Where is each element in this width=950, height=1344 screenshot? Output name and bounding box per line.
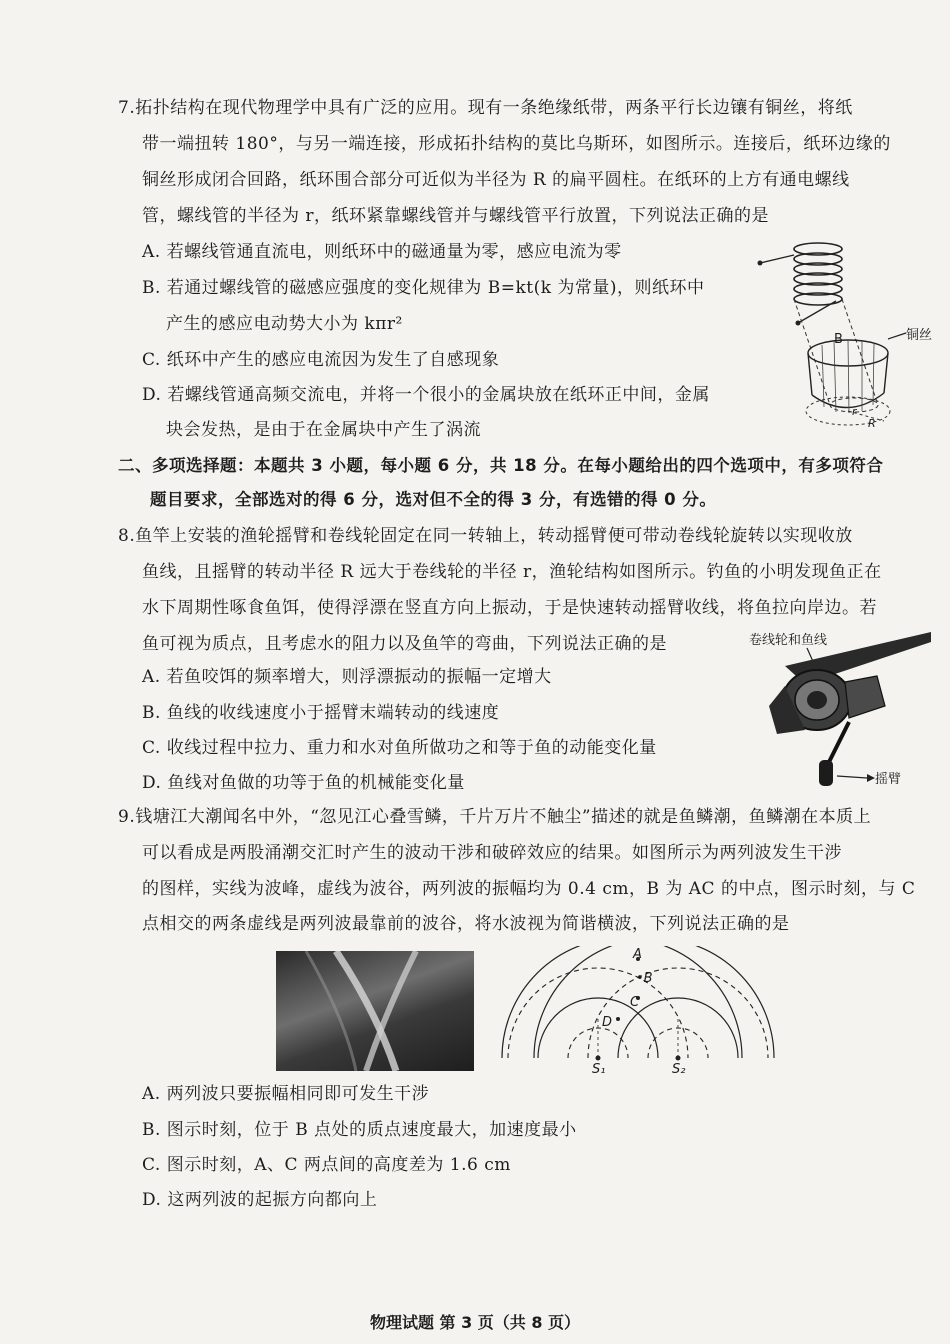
q7-option-d-cont: 块会发热，是由于在金属块中产生了涡流 xyxy=(166,420,481,440)
section-2-line-1: 二、多项选择题：本题共 3 小题，每小题 6 分，共 18 分。在每小题给出的四个选项中，有多项符合 xyxy=(118,456,884,475)
q7-option-d: D. 若螺线管通高频交流电，并将一个很小的金属块放在纸环正中间，金属 xyxy=(142,385,710,405)
fig9-label-b: •B xyxy=(636,971,653,986)
fig7-label-b: B xyxy=(834,332,843,347)
q8-stem-line-2: 鱼线，且摇臂的转动半径 R 远大于卷线轮的半径 r，渔轮结构如图所示。钓鱼的小明发现鱼正在 xyxy=(142,562,882,582)
q7-stem-line-1: 7.拓扑结构在现代物理学中具有广泛的应用。现有一条绝缘纸带，两条平行长边镶有铜丝，将纸 xyxy=(118,98,853,118)
q7-option-c: C. 纸环中产生的感应电流因为发生了自感现象 xyxy=(142,350,500,370)
q9-stem-line-2: 可以看成是两股涌潮交汇时产生的波动干涉和破碎效应的结果。如图所示为两列波发生干涉 xyxy=(142,843,842,863)
q7-stem-line-2: 带一端扭转 180°，与另一端连接，形成拓扑结构的莫比乌斯环，如图所示。连接后，纸环边缘的 xyxy=(142,134,891,154)
fig9-label-s2: S₂ xyxy=(672,1062,686,1076)
q9-option-a: A. 两列波只要振幅相同即可发生干涉 xyxy=(142,1084,430,1104)
fig9-label-s1: S₁ xyxy=(592,1062,606,1076)
fig7-label-r-big: R xyxy=(868,417,876,430)
fig9-label-d: D xyxy=(602,1015,613,1030)
section-2-line-2: 题目要求，全部选对的得 6 分，选对但不全的得 3 分，有选错的得 0 分。 xyxy=(150,490,717,509)
q9-option-d: D. 这两列波的起振方向都向上 xyxy=(142,1190,378,1210)
q7-stem-line-4: 管，螺线管的半径为 r，纸环紧靠螺线管并与螺线管平行放置，下列说法正确的是 xyxy=(142,206,770,226)
fig8-label-reel: 卷线轮和鱼线 xyxy=(749,633,828,648)
q7-stem-line-3: 铜丝形成闭合回路，纸环围合部分可近似为半径为 R 的扁平圆柱。在纸环的上方有通电螺线 xyxy=(142,170,850,190)
q8-option-d: D. 鱼线对鱼做的功等于鱼的机械能变化量 xyxy=(142,773,465,793)
q7-option-b-cont: 产生的感应电动势大小为 kπr² xyxy=(166,314,403,334)
q8-stem-line-1: 8.鱼竿上安装的渔轮摇臂和卷线轮固定在同一转轴上，转动摇臂便可带动卷线轮旋转以实现收放 xyxy=(118,526,853,546)
page-footer: 物理试题 第 3 页（共 8 页） xyxy=(369,1313,581,1332)
fig7-label-wire: 铜丝 xyxy=(906,328,933,343)
q9-stem-line-1: 9.钱塘江大潮闻名中外，“忽见江心叠雪鳞，千片万片不触尘”描述的就是鱼鳞潮，鱼鳞潮在本质上 xyxy=(118,807,872,827)
q8-option-c: C. 收线过程中拉力、重力和水对鱼所做功之和等于鱼的动能变化量 xyxy=(142,738,657,758)
q8-stem-line-3: 水下周期性啄食鱼饵，使得浮漂在竖直方向上振动，于是快速转动摇臂收线，将鱼拉向岸边。若 xyxy=(142,598,877,618)
fig8-label-arm: 摇臂 xyxy=(875,772,902,787)
fig9-label-a: A xyxy=(633,947,642,962)
q9-option-b: B. 图示时刻，位于 B 点处的质点速度最大，加速度最小 xyxy=(142,1120,577,1140)
q8-option-a: A. 若鱼咬饵的频率增大，则浮漂振动的振幅一定增大 xyxy=(142,667,552,687)
q9-stem-line-4: 点相交的两条虚线是两列波最靠前的波谷，将水波视为简谐横波，下列说法正确的是 xyxy=(142,914,790,934)
fishing-reel-figure xyxy=(745,626,935,796)
q9-stem-line-3: 的图样，实线为波峰，虚线为波谷，两列波的振幅均为 0.4 cm，B 为 AC 的中点，图示时刻，与 C xyxy=(142,879,916,899)
interference-figure xyxy=(498,946,788,1076)
fig9-label-c: C xyxy=(630,995,640,1010)
q8-option-b: B. 鱼线的收线速度小于摇臂末端转动的线速度 xyxy=(142,703,500,723)
tide-photo xyxy=(276,951,474,1071)
q8-stem-line-4: 鱼可视为质点，且考虑水的阻力以及鱼竿的弯曲，下列说法正确的是 xyxy=(142,634,667,654)
q9-option-c: C. 图示时刻，A、C 两点间的高度差为 1.6 cm xyxy=(142,1155,511,1175)
solenoid-mobius-figure xyxy=(756,235,936,435)
fig7-label-r-small: r xyxy=(852,405,857,418)
q7-option-b: B. 若通过螺线管的磁感应强度的变化规律为 B=kt(k 为常量)，则纸环中 xyxy=(142,278,705,298)
q7-option-a: A. 若螺线管通直流电，则纸环中的磁通量为零，感应电流为零 xyxy=(142,242,622,262)
